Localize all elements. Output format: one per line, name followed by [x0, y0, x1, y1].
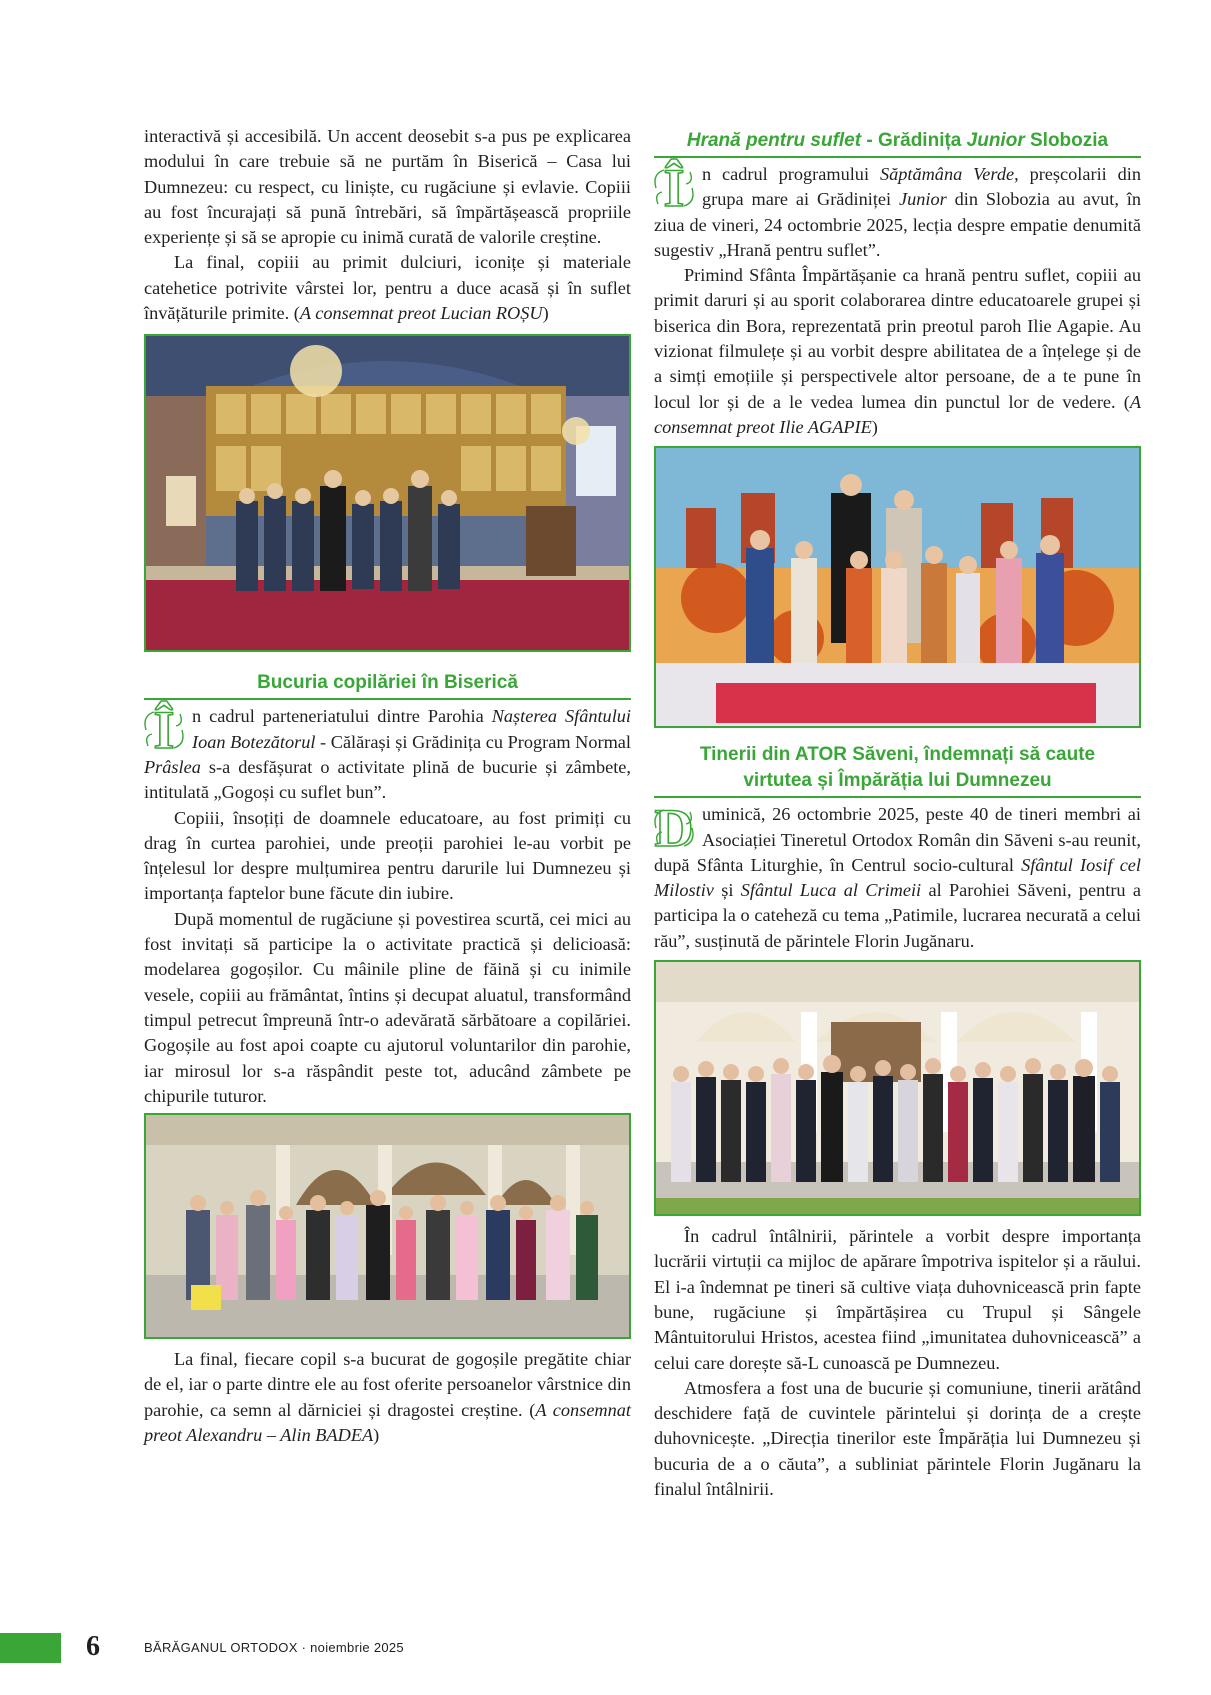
article3-title: Tinerii din ATOR Săveni, îndemnați să caute virtutea și Împărăția lui Dumnezeu [699, 744, 1096, 792]
photo-ator-youth [654, 960, 1141, 1216]
article2-body [144, 700, 632, 805]
kindergarten-group-illustration [656, 448, 1139, 726]
article2-title: Bucuria copilăriei în Biserică [257, 672, 518, 694]
intro-paragraph-2: La final, copiii au primit dulciuri, iconițe și materiale catehetice potrivite vârstei lor, pentru a duce acasă și în suflet învățăturile primite. (A consemnat preot Lucian ROȘU) [144, 252, 631, 324]
signature-rosu: A consemnat preot Lucian ROȘU [299, 303, 543, 324]
ornamental-dropcap-icon [652, 804, 696, 852]
article1-paragraph-1: n cadrul programului Săptămâna Verde, preșcolarii din grupa mare ai Grădiniței Junior din Slobozia au avut, în ziua de vineri, 24 octombrie 2025, lecția despre empatie denumită sugestiv „Hrană pentru suflet”. [654, 164, 1142, 260]
article1-title: Hrană pentru suflet - Grădinița Junior Slobozia [686, 130, 1109, 151]
signature-badea: A consemnat preot Alexandru – Alin BADEA [144, 1399, 631, 1446]
photo-church-children [144, 334, 631, 652]
church-interior-illustration [146, 336, 629, 650]
page-number: 6 [86, 1631, 100, 1662]
article2-paragraph-2: Copiii, însoțiți de doamnele educatoare, au fost primiți cu drag în curtea parohiei, unde preoții parohiei le-au vorbit pe înțelesul lor despre mulțumirea pentru darurile lui Dumnezeu și importanța faptelor bune făcute din iubire. [144, 807, 631, 904]
footer-publication: BĂRĂGANUL ORTODOX · noiembrie 2025 [144, 1640, 404, 1655]
article3-title-rule [654, 796, 1141, 798]
article3-paragraph-3: Atmosfera a fost una de bucurie și comuniune, tinerii arătând deschidere față de cuvintele părintelui și dorința de a crește duhovnicește. „Direcția tinerilor este Împărăția lui Dumnezeu și bucuria de a o căuta”, a subliniat părintele Florin Jugănaru la finalul întâlnirii. [654, 1377, 1141, 1500]
article2-title-rule [144, 698, 631, 700]
article3-body [654, 798, 1141, 954]
footer-accent-bar [0, 1633, 61, 1663]
article1-paragraph-2: Primind Sfânta Împărtășanie ca hrană pentru suflet, copiii au primit daruri și au sporit colaborarea dintre educatoarele grupei și biserica din Bora, reprezentată prin preotul paroh Ilie Agapie. Au vizionat filmulețe și au vorbit despre abilitatea de a înțelege și de a simți emoțiile și perspectivele altor persoane, de a te pune în locul lor și de a le vedea lumea din punctul lor de vedere. (A consemnat preot Ilie AGAPIE) [654, 265, 1141, 437]
left-column [144, 124, 631, 1448]
article2-paragraph-1: n cadrul parteneriatului dintre Parohia Nașterea Sfântului Ioan Botezătorul - Călărași și Grădinița cu Program Normal Prâslea s-a desfășurat o activitate plină de bucurie și zâmbete, intitulată „Gogoși cu suflet bun”. [144, 706, 632, 803]
article2-paragraph-4: La final, fiecare copil s-a bucurat de gogoșile pregătite chiar de el, iar o parte dintre ele au fost oferite persoanelor vârstnice din parohie, ca semn al dărniciei și dragostei creștine. (A consemnat preot Alexandru – Alin BADEA) [144, 1349, 631, 1446]
article3-paragraph-1: uminică, 26 octombrie 2025, peste 40 de tineri membri ai Asociației Tineretul Ortodox Român din Săveni s-au reunit, după Sfânta Liturghie, în Centrul socio-cultural Sfântul Iosif cel Milostiv și Sfântul Luca al Crimeii al Parohiei Săveni, pentru a participa la o cateheză cu tema „Patimile, lucrarea necurată a celui rău”, susținută de părintele Florin Jugănaru. [654, 804, 1141, 951]
article3-paragraph-2: În cadrul întâlnirii, părintele a vorbit despre importanța lucrării virtuții ca mijloc de apărare împotriva ispitelor și a răului. El i-a îndemnat pe tineri să cultive viața duhovnicească prin fapte bune, rugăciune și împărtășirea cu Trupul și Sângele Mântuitorului Hristos, acestea fiind „imunitatea duhovnicească” a celui care dorește să-L cunoască pe Dumnezeu. [654, 1226, 1141, 1373]
right-column [654, 128, 1141, 1502]
photo-kindergarten [654, 446, 1141, 728]
youth-group-illustration [656, 962, 1139, 1214]
photo-parish-courtyard [144, 1113, 631, 1339]
courtyard-group-illustration [146, 1115, 629, 1337]
article1-body [654, 158, 1142, 263]
article3-dropcap: D [652, 804, 696, 852]
article2-paragraph-3: După momentul de rugăciune și povestirea scurtă, cei mici au fost invitați să participe la o activitate practică și delicioasă: modelarea gogoșilor. Cu mâinile pline de făină și cu inimile vesele, copiii au frământat, întins și decupat aluatul, transformând timpul petrecut împreună într-o adevărată sărbătoare a copilăriei. Gogoșile au fost apoi coapte cu ajutorul voluntarilor din parohie, iar mirosul lor s-a răspândit peste tot, aducând zâmbete pe chipurile tuturor. [144, 908, 631, 1106]
intro-paragraph-1: interactivă și accesibilă. Un accent deosebit s-a pus pe explicarea modului în care trebuie să ne purtăm în Biserică – Casa lui Dumnezeu: cu respect, cu liniște, cu rugăciune și evlavie. Copiii au fost încurajați să pună întrebări, să împărtășească propriile experiențe și să se apropie cu inimă curată de valorile creștine. [144, 126, 631, 248]
article1-dropcap: Î [652, 164, 696, 212]
article2-dropcap: Î [142, 706, 186, 754]
ornamental-dropcap-icon [142, 706, 186, 754]
ornamental-dropcap-icon [652, 164, 696, 212]
signature-agapie: A consemnat preot Ilie AGAPIE [654, 391, 1141, 437]
article1-title-rule [654, 156, 1141, 158]
